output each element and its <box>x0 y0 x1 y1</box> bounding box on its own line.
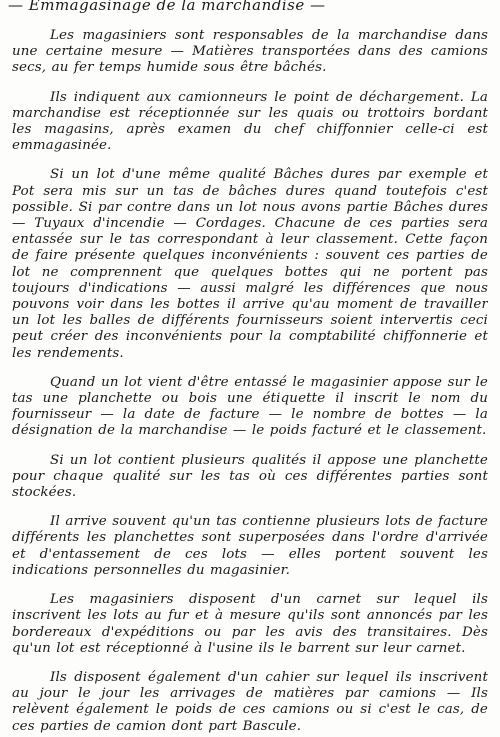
document-header <box>8 0 492 14</box>
paragraph-magasiniers-responsables: Les magasiniers sont responsables de la marchandise dans une certaine mesure — Matières transportées dans des camions secs, au fer temps humide sous être bâchés. <box>12 28 488 76</box>
paragraph-carnet-magasiniers: Les magasiniers disposent d'un carnet sur lequel ils inscrivent les lots au fur et à mesure qu'ils sont annoncés par les bordereaux d'expéditions ou par les avis des transitaires. Dès qu'un lot est réceptionné à l'usine ils le barrent sur leur carnet. <box>12 592 488 656</box>
document-title: — Emmagasinage de la marchandise — <box>8 0 326 14</box>
document-body <box>12 28 488 735</box>
paragraph-dechargement: Ils indiquent aux camionneurs le point de déchargement. La marchandise est réceptionnée sur les quais ou trottoirs bordant les magasins, après examen du chef chiffonnier celle-ci est emmagasinée. <box>12 89 488 154</box>
paragraph-planchettes-superposees: Il arrive souvent qu'un tas contienne plusieurs lots de facture différents les planchettes sont superposées dans l'ordre d'arrivée et d'entassement de ces lots — elles portent souvent les indications personnelles du magasinier. <box>12 514 488 578</box>
paragraph-planchette-etiquette: Quand un lot vient d'être entassé le magasinier appose sur le tas une planchette ou bois une étiquette il inscrit le nom du fournisseur — la date de facture — le nombre de bottes — la désignation de la marchandise — le poids facturé et le classement. <box>12 374 488 439</box>
paragraph-plusieurs-qualites: Si un lot contient plusieurs qualités il appose une planchette pour chaque qualité sur les tas où ces différentes parties sont stockées. <box>12 452 488 501</box>
paragraph-cahier-arrivages: Ils disposent également d'un cahier sur lequel ils inscrivent au jour le jour les arrivages de matières par camions — Ils relèvent également le poids de ces camions ou si c'est le cas, de ces parties de camion dont part Bascule. <box>12 669 488 734</box>
paragraph-entassement-lots: Si un lot d'une même qualité Bâches dures par exemple et Pot sera mis sur un tas de bâches dures quand toutefois c'est possible. Si par contre dans un lot nous avons partie Bâches dures — Tuyaux d'incendie — Cordages. Chacune de ces parties sera entassée sur le tas correspondant à leur classement. Cette façon de faire présente quelques inconvénients : souvent ces parties de lot ne comprennent que quelques bottes qui ne portent pas toujours d'indications — aussi malgré les différences que nous pouvons voir dans les bottes il arrive qu'au moment de travailler un lot les balles de différents fournisseurs soient intervertis ceci peut créer des inconvénients pour la comptabilité chiffonnerie et les rendements. <box>12 167 488 361</box>
